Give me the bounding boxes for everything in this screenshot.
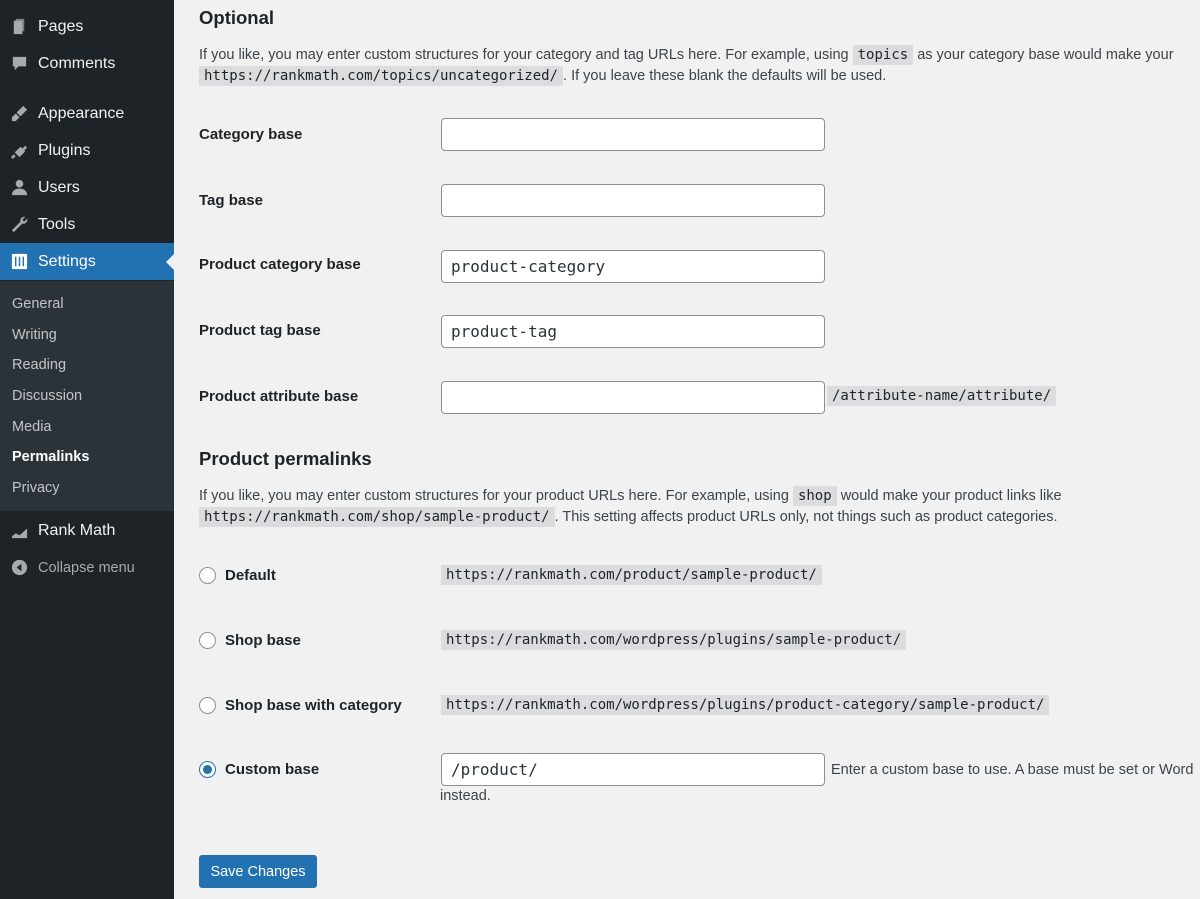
menu-item-settings[interactable] [0,243,174,280]
menu-item-pages[interactable] [0,8,174,45]
custom-base-help: Enter a custom base to use. A base must be set or Word [831,762,1194,778]
product-permalinks-description [199,486,1200,528]
attribute-suffix: /attribute-name/attribute/ [827,386,1056,406]
category-base-label: Category base [199,126,303,143]
menu-item-tools[interactable] [0,206,174,243]
main-content [174,0,1200,899]
submenu-media[interactable]: Media [12,419,52,435]
custom-base-help-continued: instead. [440,788,491,804]
menu-label: Users [38,178,80,196]
menu-item-comments[interactable] [0,45,174,82]
optional-heading: Optional [199,7,275,28]
pages-icon [9,17,29,37]
collapse-label: Collapse menu [38,559,135,576]
menu-label: Comments [38,54,116,72]
rank-math-icon [9,521,29,541]
optional-description [199,45,1200,87]
submenu-reading[interactable]: Reading [12,357,67,373]
menu-label: Tools [38,215,76,233]
users-icon [9,178,29,198]
radio-shop-base[interactable] [199,632,216,649]
submenu-general[interactable]: General [12,296,64,312]
custom-base-input[interactable]: /product/ [441,753,825,786]
tag-base-input[interactable] [441,184,825,217]
desc-text: would make your product links like [840,488,1062,504]
menu-label: Appearance [38,104,125,122]
radio-custom-base[interactable] [199,761,216,778]
collapse-icon [9,558,29,578]
submenu-writing[interactable]: Writing [12,327,57,343]
radio-shop-base-category-label[interactable]: Shop base with category [225,697,402,714]
menu-item-plugins[interactable] [0,132,174,169]
menu-label: Rank Math [38,521,116,539]
menu-item-users[interactable] [0,169,174,206]
radio-shop-base-label[interactable]: Shop base [225,632,301,649]
menu-label: Plugins [38,141,91,159]
collapse-menu-button[interactable] [0,549,174,586]
radio-custom-base-label[interactable]: Custom base [225,761,320,778]
submenu-permalinks[interactable]: Permalinks [12,449,90,465]
product-tag-base-input[interactable]: product-tag [441,315,825,348]
menu-label: Pages [38,17,84,35]
shop-base-example-url: https://rankmath.com/wordpress/plugins/sample-product/ [441,630,906,650]
settings-submenu [0,281,174,511]
product-attribute-base-input[interactable] [441,381,825,414]
appearance-icon [9,104,29,124]
product-permalinks-heading: Product permalinks [199,448,372,469]
desc-code: shop [793,486,837,506]
desc-text: . This setting affects product URLs only, not things such as product categories. [554,509,1058,525]
tag-base-label: Tag base [199,192,263,209]
radio-default[interactable] [199,567,216,584]
menu-item-rank-math[interactable] [0,512,174,549]
comments-icon [9,54,29,74]
product-attribute-base-label: Product attribute base [199,388,359,405]
save-changes-button[interactable]: Save Changes [199,855,317,888]
default-example-url: https://rankmath.com/product/sample-product/ [441,565,822,585]
radio-default-label[interactable]: Default [225,567,276,584]
submenu-discussion[interactable]: Discussion [12,388,83,404]
radio-shop-base-category[interactable] [199,697,216,714]
settings-icon [9,252,29,272]
desc-code: https://rankmath.com/shop/sample-product/ [199,507,555,527]
desc-code: topics [853,45,914,65]
product-category-base-input[interactable]: product-category [441,250,825,283]
tools-icon [9,215,29,235]
product-tag-base-label: Product tag base [199,322,321,339]
menu-item-appearance[interactable] [0,95,174,132]
desc-text: If you like, you may enter custom structures for your category and tag URLs here. For example, using [199,47,849,63]
submenu-privacy[interactable]: Privacy [12,480,60,496]
admin-sidebar [0,0,174,899]
desc-code: https://rankmath.com/topics/uncategorized/ [199,66,563,86]
desc-text: If you like, you may enter custom structures for your product URLs here. For example, using [199,488,789,504]
category-base-input[interactable] [441,118,825,151]
desc-text: . If you leave these blank the defaults will be used. [563,68,887,84]
menu-label: Settings [38,252,96,270]
desc-text: as your category base would make your [917,47,1174,63]
plugins-icon [9,141,29,161]
product-category-base-label: Product category base [199,256,361,273]
shop-base-category-example-url: https://rankmath.com/wordpress/plugins/product-category/sample-product/ [441,695,1049,715]
